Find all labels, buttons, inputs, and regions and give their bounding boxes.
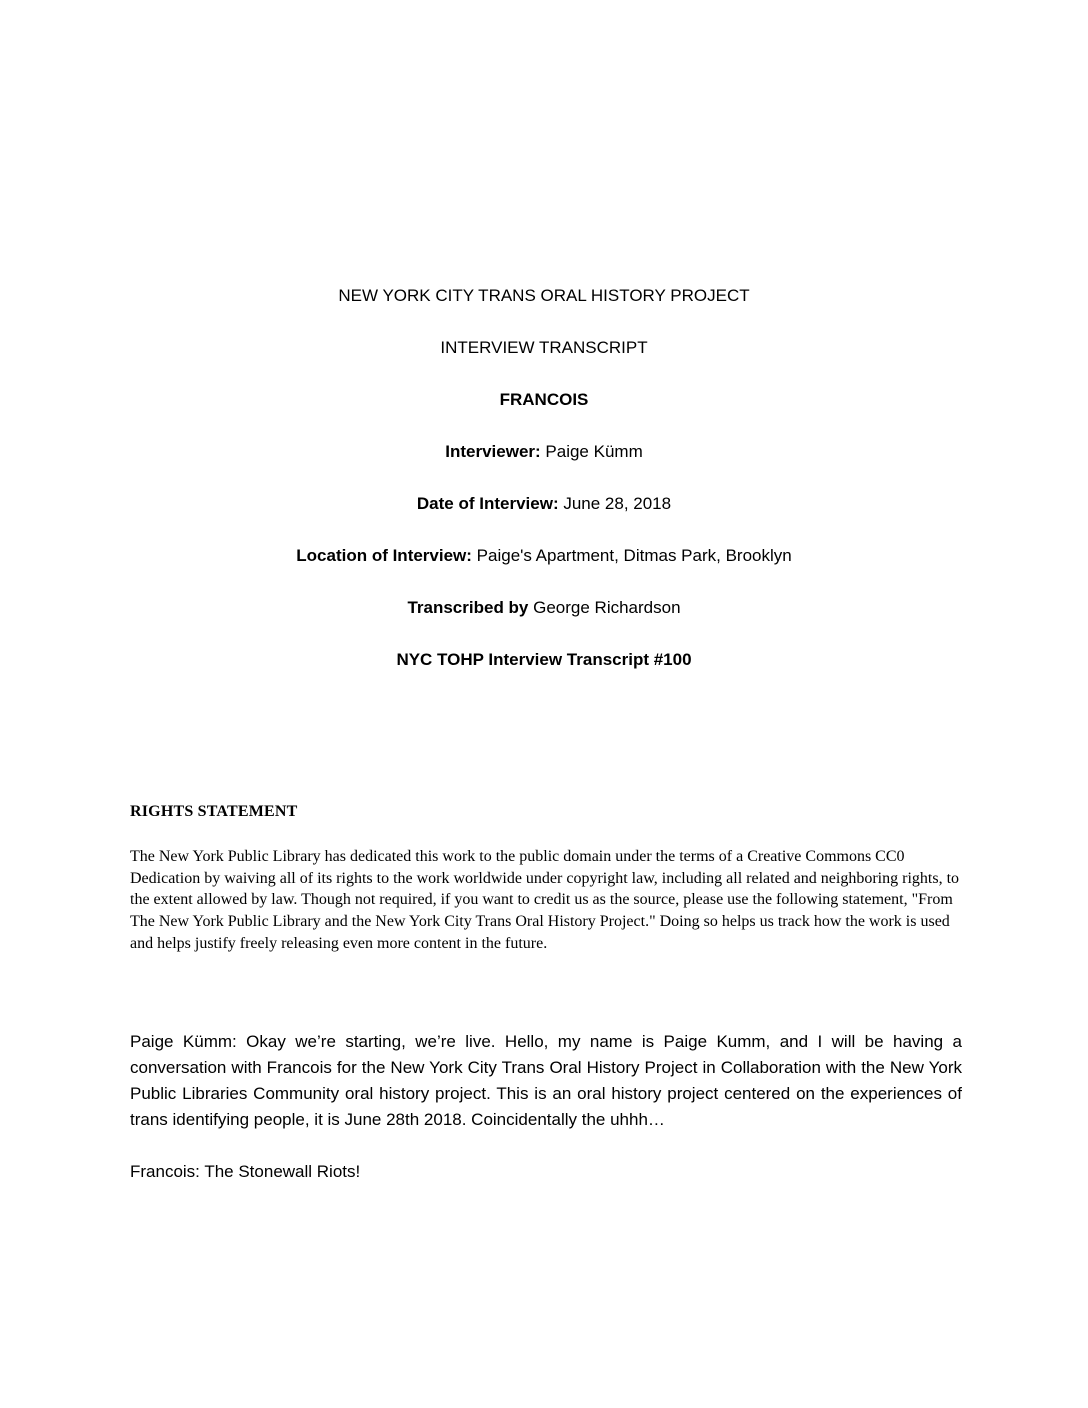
- utterance: Francois: The Stonewall Riots!: [130, 1162, 361, 1181]
- narrator-name: FRANCOIS: [499, 390, 589, 409]
- date-line: [0, 491, 1088, 517]
- transcriber-label: Transcribed by: [407, 598, 529, 617]
- transcript-body: [130, 1029, 962, 1211]
- interviewer-line: [0, 439, 1088, 465]
- transcript-number: NYC TOHP Interview Transcript #100: [396, 650, 692, 669]
- document-type: INTERVIEW TRANSCRIPT: [440, 338, 648, 357]
- interviewer-value: Paige Kümm: [540, 442, 643, 461]
- rights-statement-body: The New York Public Library has dedicated this work to the public domain under the terms of a Creative Commons CC0 Dedication by waiving all of its rights to the work worldwide under copyright law, including all related and neighboring rights, to the extent allowed by law. Though not required, if you want to credit us as the source, please use the following statement, "From The New York Public Library and the New York City Trans Oral History Project." Doing so helps us track how the work is used and helps justify freely releasing even more content in the future.: [130, 848, 960, 952]
- transcriber-value: George Richardson: [528, 598, 681, 617]
- title-block: [0, 283, 1088, 699]
- date-label: Date of Interview:: [416, 494, 559, 513]
- date-value: June 28, 2018: [558, 494, 672, 513]
- transcriber-line: [0, 595, 1088, 621]
- location-line: [0, 543, 1088, 569]
- location-value: Paige's Apartment, Ditmas Park, Brooklyn: [471, 546, 792, 565]
- rights-statement-heading: RIGHTS STATEMENT: [130, 803, 298, 820]
- utterance: Paige Kümm: Okay we’re starting, we’re live. Hello, my name is Paige Kumm, and I will be having a conversation with Francois for the New York City Trans Oral History Project in Collaboration with the New York Public Libraries Community oral history project. This is an oral history project centered on the experiences of trans identifying people, it is June 28th 2018. Coincidentally the uhhh…: [130, 1032, 962, 1129]
- project-title: NEW YORK CITY TRANS ORAL HISTORY PROJECT: [338, 286, 750, 305]
- location-label: Location of Interview:: [296, 546, 472, 565]
- interviewer-label: Interviewer:: [445, 442, 541, 461]
